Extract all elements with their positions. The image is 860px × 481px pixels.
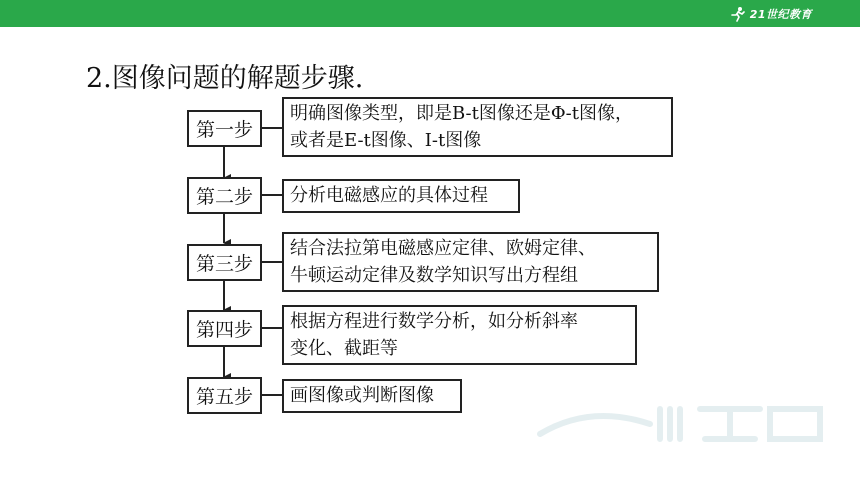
page-title: 2.图像问题的解题步骤. (86, 63, 364, 94)
step-5-line-1: 画图像或判断图像 (290, 385, 434, 406)
step-4-box (187, 310, 262, 347)
step-1-line-2: 或者是E-t图像、I-t图像 (290, 130, 482, 151)
step-3-line-2: 牛顿运动定律及数学知识写出方程组 (290, 265, 578, 286)
step-5-description (282, 379, 462, 413)
step-2-label: 第二步 (195, 186, 253, 208)
step-1-description (282, 97, 673, 157)
watermark-logo (530, 394, 830, 454)
step-1-label: 第一步 (195, 119, 253, 141)
step-4-line-2: 变化、截距等 (290, 338, 398, 359)
step-4-line-1: 根据方程进行数学分析，如分析斜率 (290, 311, 578, 332)
logo-text: 21世纪教育 (749, 8, 812, 21)
step-5-label: 第五步 (195, 386, 253, 408)
step-3-line-1: 结合法拉第电磁感应定律、欧姆定律、 (290, 238, 596, 259)
step-2-box (187, 177, 262, 214)
step-1-box (187, 110, 262, 147)
step-3-box (187, 244, 262, 281)
step-2-description (282, 179, 520, 213)
step-5-box (187, 377, 262, 414)
step-3-label: 第三步 (195, 253, 253, 275)
step-2-line-1: 分析电磁感应的具体过程 (290, 185, 488, 206)
step-1-line-1: 明确图像类型，即是B-t图像还是Φ-t图像， (290, 103, 633, 124)
step-4-label: 第四步 (195, 319, 253, 341)
step-4-description (282, 305, 637, 365)
step-3-description (282, 232, 659, 292)
